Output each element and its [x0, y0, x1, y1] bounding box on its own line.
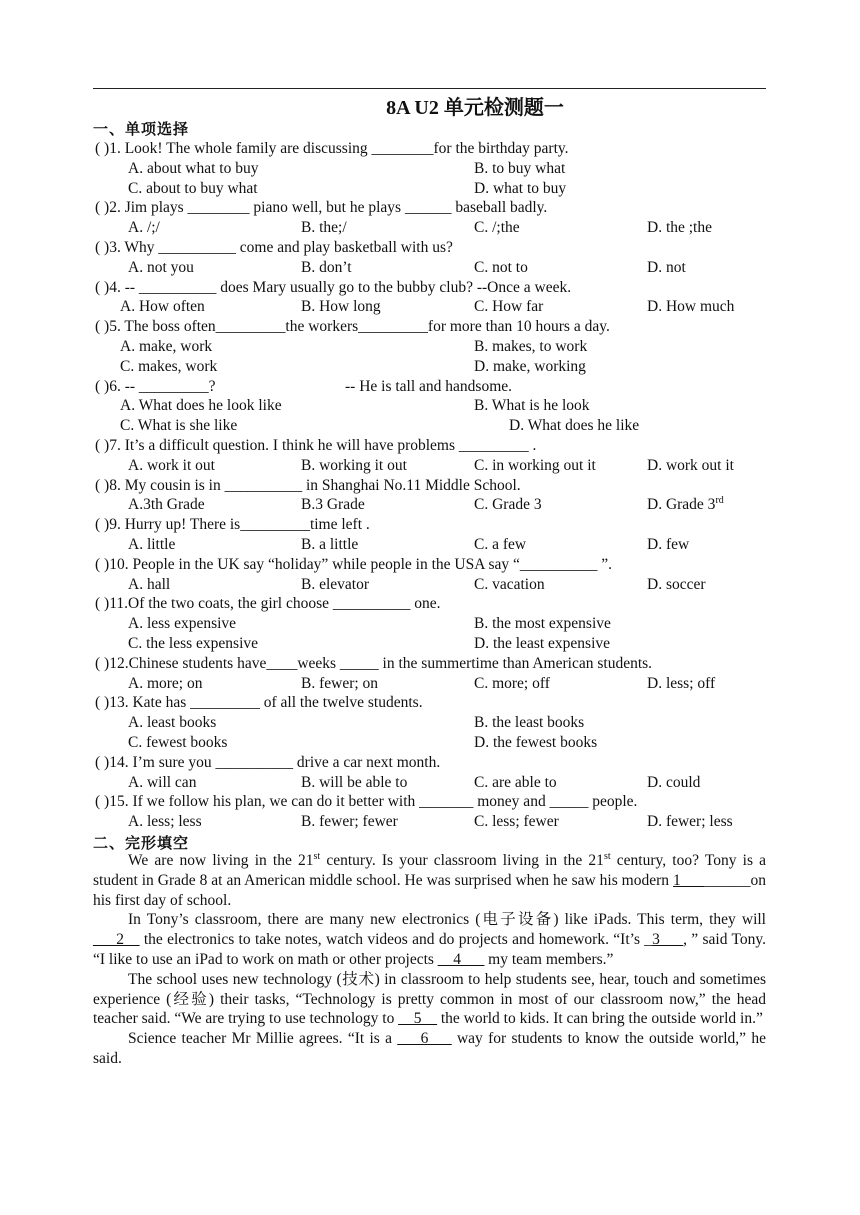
option-d[interactable]: D. the least expensive	[474, 635, 611, 652]
option-d[interactable]: D. could	[647, 773, 701, 791]
passage-paragraph: In Tony’s classroom, there are many new electronics (电子设备) like iPads. This term, they will ___2__ the electronics to take notes, watch videos and do projects and homework. “It’s _3___, ” said Tony. “I like to use an iPad to work on math or other projects __4___ my team members.”	[93, 911, 766, 968]
option-c[interactable]: C. the less expensive	[128, 635, 259, 652]
blank-2: ___2__	[93, 931, 140, 949]
option-b[interactable]: B. don’t	[301, 258, 352, 276]
blank-3: 3___	[652, 931, 684, 949]
option-d[interactable]: D. work out it	[647, 456, 734, 474]
option-c[interactable]: C. /;the	[474, 219, 520, 237]
option-c[interactable]: C. Grade 3	[474, 496, 542, 514]
option-a[interactable]: A. about what to buy	[128, 159, 259, 177]
option-b[interactable]: B. the least books	[474, 714, 585, 732]
passage-paragraph: Science teacher Mr Millie agrees. “It is a ___6___ way for students to know the outside world,” he said.	[93, 1030, 766, 1067]
header-rule	[93, 88, 766, 89]
option-b[interactable]: B. fewer; on	[301, 674, 379, 692]
question-stem: ( )5. The boss often_________the workers_________for more than 10 hours a day.	[95, 318, 610, 336]
option-b[interactable]: B. How long	[301, 298, 381, 316]
question-stem: ( )15. If we follow his plan, we can do it better with _______ money and _____ people.	[95, 793, 638, 811]
page-title: 8A U2 单元检测题一	[386, 97, 564, 119]
question-stem: ( )13. Kate has _________ of all the twelve students.	[95, 694, 423, 712]
option-b[interactable]: B. working it out	[301, 456, 407, 474]
question-stem: ( )9. Hurry up! There is_________time left .	[95, 516, 370, 534]
option-c[interactable]: C. not to	[474, 258, 528, 276]
question-answer-cue: -- He is tall and handsome.	[345, 377, 513, 395]
question-stem: ( )3. Why __________ come and play basketball with us?	[95, 239, 453, 256]
option-a[interactable]: A. make, work	[120, 338, 213, 355]
question-stem: ( )14. I’m sure you __________ drive a car next month.	[95, 753, 441, 771]
option-b[interactable]: B. fewer; fewer	[301, 813, 398, 831]
option-a[interactable]: A. little	[128, 536, 176, 553]
option-c[interactable]: C. makes, work	[120, 357, 218, 375]
option-c[interactable]: C. more; off	[474, 674, 550, 692]
option-a[interactable]: A. /;/	[128, 219, 160, 237]
question-stem: ( )8. My cousin is in __________ in Shanghai No.11 Middle School.	[95, 476, 521, 494]
option-d[interactable]: D. the ;the	[647, 219, 712, 237]
cloze-passage	[93, 851, 766, 1069]
option-d[interactable]: D. less; off	[647, 674, 716, 692]
option-b[interactable]: B. makes, to work	[474, 338, 588, 355]
section-heading-cloze: 二、完形填空	[93, 834, 190, 852]
option-a[interactable]: A. less expensive	[128, 615, 237, 633]
option-b[interactable]: B. will be able to	[301, 773, 408, 791]
option-d[interactable]: D. make, working	[474, 357, 586, 375]
blank-4: __4___	[437, 950, 485, 968]
question-stem: ( )2. Jim plays ________ piano well, but he plays ______ baseball badly.	[95, 199, 548, 217]
option-c[interactable]: C. are able to	[474, 773, 557, 791]
option-d[interactable]: D. not	[647, 258, 686, 276]
blank-5: __5__	[398, 1010, 437, 1028]
option-c[interactable]: C. What is she like	[120, 417, 238, 435]
question-stem: ( )12.Chinese students have____weeks _____ in the summertime than American students.	[95, 654, 653, 672]
question-stem: ( )6. -- _________?	[95, 377, 216, 395]
option-a[interactable]: A.3th Grade	[128, 496, 205, 514]
option-d[interactable]: D. How much	[647, 298, 735, 316]
option-c[interactable]: C. a few	[474, 536, 527, 553]
option-d[interactable]: D. the fewest books	[474, 734, 598, 751]
blank-1: 1___	[673, 871, 704, 889]
option-b[interactable]: B. What is he look	[474, 397, 590, 415]
option-a[interactable]: A. will can	[128, 773, 197, 791]
option-d[interactable]: D. Grade 3rd	[647, 495, 724, 514]
option-a[interactable]: A. What does he look like	[120, 397, 282, 415]
option-d[interactable]: D. What does he like	[509, 417, 640, 435]
option-d[interactable]: D. what to buy	[474, 179, 567, 197]
option-b[interactable]: B. to buy what	[474, 159, 566, 177]
option-d[interactable]: D. soccer	[647, 575, 706, 593]
option-c[interactable]: C. How far	[474, 298, 544, 316]
option-a[interactable]: A. less; less	[128, 813, 202, 831]
option-c[interactable]: C. fewest books	[128, 734, 228, 751]
option-c[interactable]: C. less; fewer	[474, 813, 559, 831]
option-b[interactable]: B. elevator	[301, 575, 370, 593]
option-a[interactable]: A. more; on	[128, 674, 203, 692]
option-b[interactable]: B. the most expensive	[474, 615, 611, 633]
option-c[interactable]: C. vacation	[474, 575, 545, 593]
question-stem: ( )4. -- __________ does Mary usually go to the bubby club? --Once a week.	[95, 278, 572, 296]
question-stem: ( )7. It’s a difficult question. I think he will have problems _________ .	[95, 437, 537, 454]
option-d[interactable]: D. few	[647, 536, 690, 553]
option-c[interactable]: C. in working out it	[474, 456, 596, 474]
section-heading-choice: 一、单项选择	[93, 120, 190, 138]
passage-paragraph: The school uses new technology (技术) in classroom to help students see, hear, touch and sometimes experience (经验) their tasks, “Technology is pretty common in most of our classroom now,” the head teacher said. “We are trying to use technology to __5__ the world to kids. It can bring the outside world in.”	[93, 970, 766, 1028]
question-stem: ( )11.Of the two coats, the girl choose __________ one.	[95, 595, 441, 613]
option-a[interactable]: A. How often	[120, 298, 205, 316]
option-b[interactable]: B. a little	[301, 536, 359, 553]
option-a[interactable]: A. not you	[128, 258, 194, 276]
option-a[interactable]: A. least books	[128, 714, 217, 732]
question-stem: ( )10. People in the UK say “holiday” while people in the USA say “__________ ”.	[95, 555, 612, 573]
option-a[interactable]: A. hall	[128, 575, 171, 593]
option-c[interactable]: C. about to buy what	[128, 179, 258, 197]
option-d[interactable]: D. fewer; less	[647, 813, 733, 831]
option-a[interactable]: A. work it out	[128, 456, 215, 474]
question-stem: ( )1. Look! The whole family are discussing ________for the birthday party.	[95, 140, 569, 157]
passage-paragraph: We are now living in the 21st century. Is your classroom living in the 21st century, too? Tony is a student in Grade 8 at an American middle school. He was surprised when he saw his modern 1_________on his first day of school.	[93, 850, 767, 909]
blank-6: ___6___	[397, 1030, 452, 1048]
option-b[interactable]: B. the;/	[301, 219, 347, 237]
option-b[interactable]: B.3 Grade	[301, 496, 365, 514]
